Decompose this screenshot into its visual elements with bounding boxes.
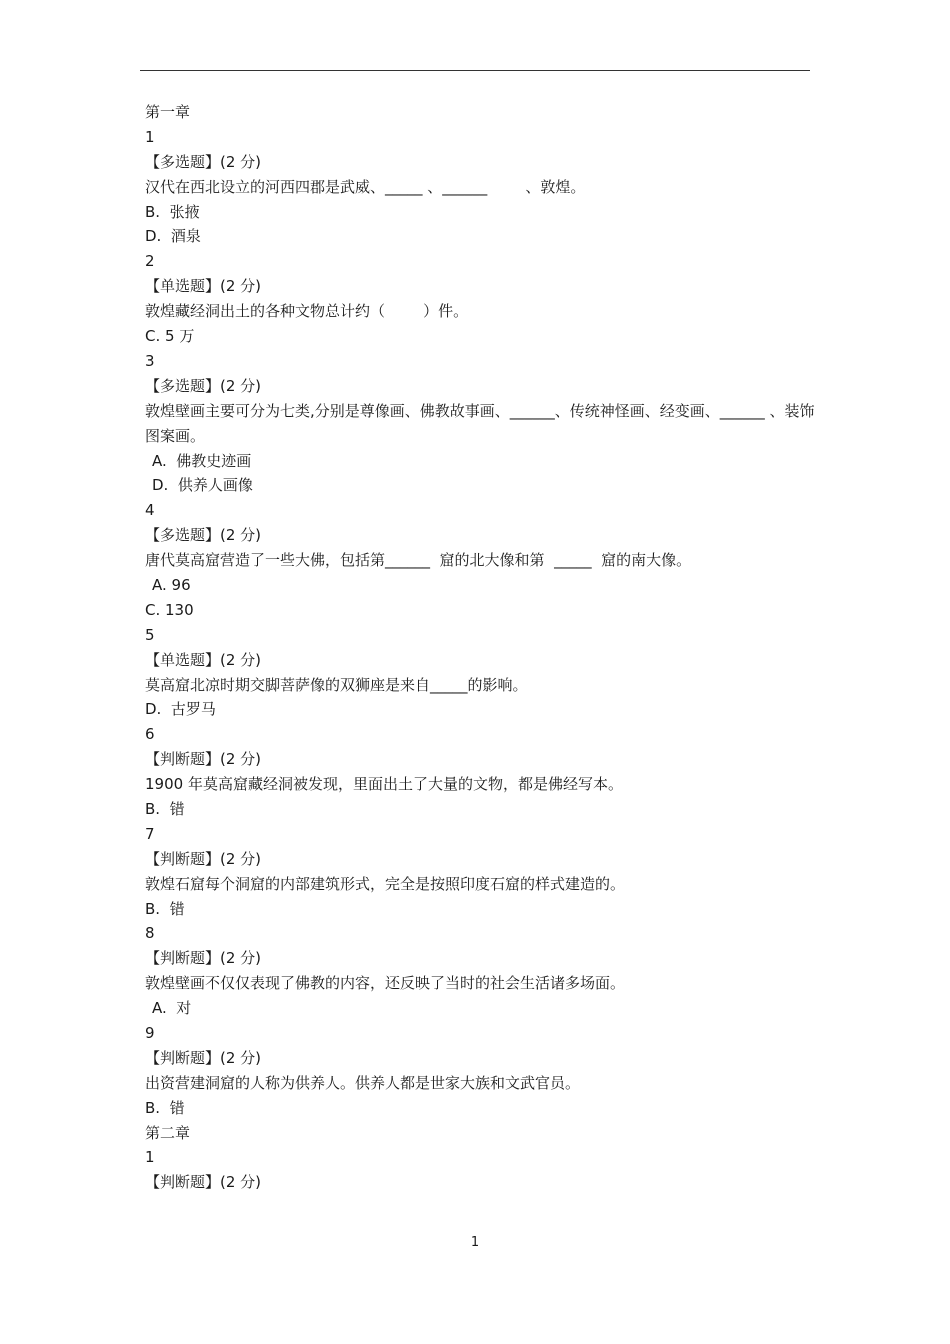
answer-option: B. 张掖 <box>145 202 200 221</box>
document-body <box>145 100 825 1195</box>
question-text: 敦煌壁画不仅仅表现了佛教的内容，还反映了当时的社会生活诸多场面。 <box>145 974 626 993</box>
question-type: 【判断题】(2 分) <box>145 949 262 968</box>
answer-option: B. 错 <box>145 1098 185 1117</box>
question-number: 6 <box>145 725 155 744</box>
question-number: 2 <box>145 252 155 271</box>
question-number: 1 <box>145 1148 155 1167</box>
question-text: 1900 年莫高窟藏经洞被发现，里面出土了大量的文物，都是佛经写本。 <box>145 775 623 794</box>
answer-option: A. 96 <box>152 575 191 594</box>
question-type: 【单选题】(2 分) <box>145 277 262 296</box>
answer-option: C. 130 <box>145 600 194 619</box>
answer-option: A. 佛教史迹画 <box>152 451 252 470</box>
answer-option: D. 古罗马 <box>145 700 216 719</box>
chapter-title: 第一章 <box>145 103 191 121</box>
chapter-title: 第二章 <box>145 1123 191 1142</box>
answer-option: A. 对 <box>152 999 192 1018</box>
question-type: 【单选题】(2 分) <box>145 650 262 669</box>
question-number: 9 <box>145 1023 155 1042</box>
question-text: 敦煌藏经洞出土的各种文物总计约（ ）件。 <box>145 302 469 321</box>
header-rule <box>140 70 810 71</box>
question-text: 敦煌石窟每个洞窟的内部建筑形式，完全是按照印度石窟的样式建造的。 <box>145 874 626 893</box>
question-text: 汉代在西北设立的河西四郡是武威、_____ 、______ 、敦煌。 <box>145 177 586 196</box>
question-type: 【多选题】(2 分) <box>145 526 262 545</box>
question-type: 【多选题】(2 分) <box>145 152 262 171</box>
question-type: 【判断题】(2 分) <box>145 1173 262 1192</box>
question-number: 7 <box>145 824 155 843</box>
question-text: 唐代莫高窟营造了一些大佛，包括第______ 窟的北大像和第 _____ 窟的南大像。 <box>145 551 692 570</box>
question-text: 敦煌壁画主要可分为七类,分别是尊像画、佛教故事画、______、传统神怪画、经变画、______ 、装饰图案画。 <box>145 401 815 445</box>
answer-option: B. 错 <box>145 899 185 918</box>
question-type: 【多选题】(2 分) <box>145 376 262 395</box>
question-type: 【判断题】(2 分) <box>145 750 262 769</box>
question-number: 3 <box>145 351 155 370</box>
question-text: 出资营建洞窟的人称为供养人。供养人都是世家大族和文武官员。 <box>145 1073 581 1092</box>
answer-option: C. 5 万 <box>145 327 195 346</box>
question-number: 4 <box>145 501 155 520</box>
answer-option: D. 酒泉 <box>145 227 201 246</box>
page-number: 1 <box>470 1235 480 1250</box>
answer-option: B. 错 <box>145 799 185 818</box>
question-number: 5 <box>145 625 155 644</box>
question-number: 8 <box>145 924 155 943</box>
answer-option: D. 供养人画像 <box>152 476 253 495</box>
question-text: 莫高窟北凉时期交脚菩萨像的双狮座是来自_____的影响。 <box>145 675 528 694</box>
question-number: 1 <box>145 127 155 146</box>
question-type: 【判断题】(2 分) <box>145 849 262 868</box>
question-type: 【判断题】(2 分) <box>145 1048 262 1067</box>
